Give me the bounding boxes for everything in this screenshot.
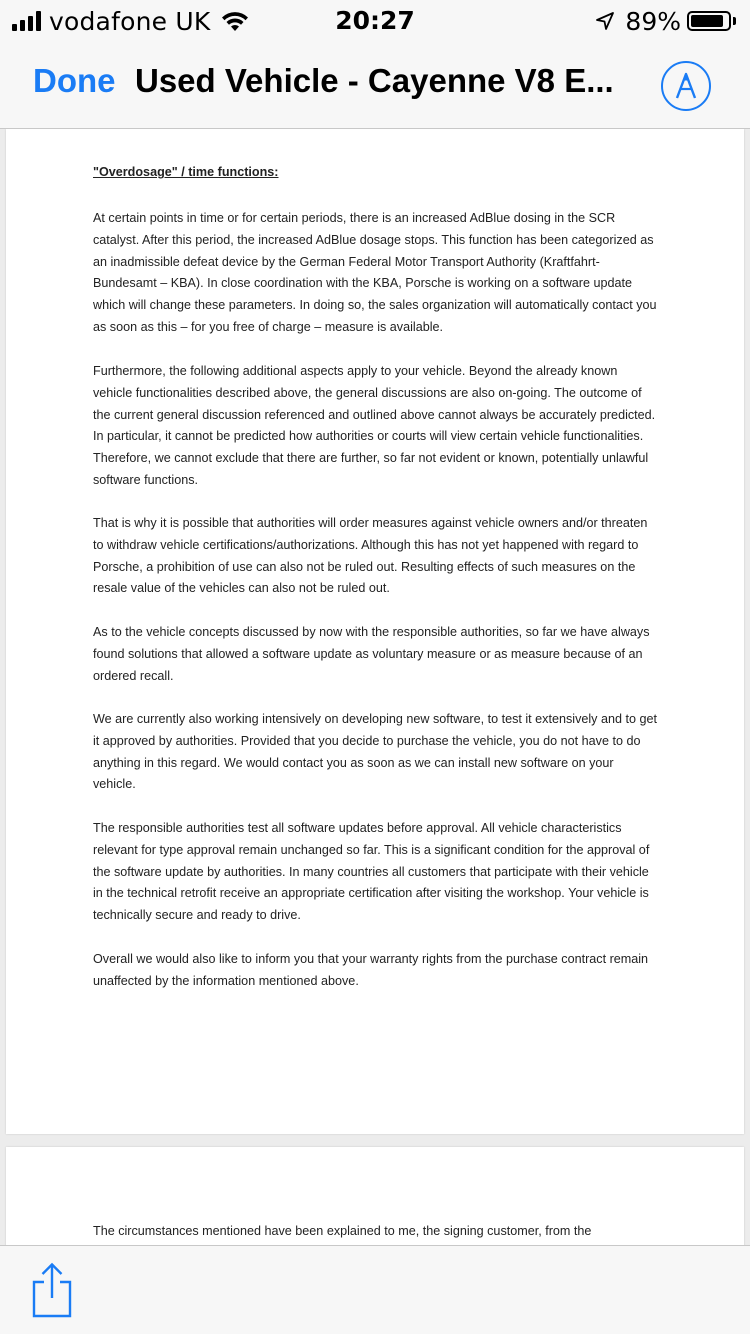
share-button[interactable]	[30, 1262, 74, 1318]
battery-fill	[691, 15, 723, 27]
navigation-bar	[0, 40, 750, 129]
bottom-toolbar	[0, 1245, 750, 1334]
paragraph: The responsible authorities test all software updates before approval. All vehicle characteristics relevant for type approval remain unchanged so far. This is a significant condition for the approval of the software update by authorities. In many countries all customers that participate with their vehicle in the technical retrofit receive an appropriate certification after visiting the workshop. Your vehicle is technically secure and ready to drive.	[93, 821, 650, 923]
done-button[interactable]: Done	[33, 62, 116, 99]
battery-nub	[733, 17, 736, 25]
paragraph: At certain points in time or for certain periods, there is an increased AdBlue dosing in the SCR catalyst. After this period, the increased AdBlue dosage stops. This function has been categorized as an inadmissible defeat device by the German Federal Motor Transport Authority (Kraftfahrt-Bundesamt – KBA). In close coordination with the KBA, Porsche is working on a software update which will change these parameters. In doing so, the sales organization will automatically contact you as soon as this – for you free of charge – measure is available.	[93, 211, 657, 334]
paragraph: We are currently also working intensively on developing new software, to test it extensively and to get it approved by authorities. Provided that you decide to purchase the vehicle, you do not have to do anything in this regard. We would contact you as soon as we can install new software on your vehicle.	[93, 712, 657, 792]
paragraph: The circumstances mentioned have been explained to me, the signing customer, from the	[93, 1224, 592, 1238]
status-right	[595, 6, 736, 36]
document-scroll-area[interactable]	[0, 129, 750, 1245]
paragraph: That is why it is possible that authorities will order measures against vehicle owners and/or threaten to withdraw vehicle certifications/authorizations. Although this has not yet happened with regard to Porsche, a prohibition of use can also not be ruled out. Resulting effects of such measures on the resale value of the vehicles can also not be ruled out.	[93, 516, 648, 596]
battery-icon	[687, 11, 731, 31]
battery-percentage: 89%	[625, 6, 681, 36]
document-page-1	[6, 129, 744, 1134]
document-page-2	[6, 1147, 744, 1245]
document-title: Used Vehicle - Cayenne V8 E...	[135, 62, 614, 99]
paragraph: Furthermore, the following additional aspects apply to your vehicle. Beyond the already known vehicle functionalities described above, the general discussions are also on-going. The outcome of the current general discussion referenced and outlined above cannot always be accurately predicted. In particular, it cannot be predicted how authorities or courts will view certain vehicle functionalities. Therefore, we cannot exclude that there are further, so far not evident or known, potentially unlawful software functions.	[93, 364, 656, 487]
markup-pen-icon	[672, 71, 700, 101]
status-bar	[0, 0, 750, 40]
share-icon	[30, 1262, 74, 1318]
markup-button[interactable]	[661, 61, 711, 111]
paragraph: Overall we would also like to inform you that your warranty rights from the purchase contract remain unaffected by the information mentioned above.	[93, 952, 649, 988]
paragraph: As to the vehicle concepts discussed by now with the responsible authorities, so far we have always found solutions that allowed a software update as voluntary measure or as measure because of an ordered recall.	[93, 625, 650, 683]
section-heading: "Overdosage" / time functions:	[93, 165, 279, 179]
carrier-name: vodafone UK	[49, 6, 211, 36]
location-arrow-icon	[595, 11, 615, 31]
status-time: 20:27	[335, 6, 415, 35]
